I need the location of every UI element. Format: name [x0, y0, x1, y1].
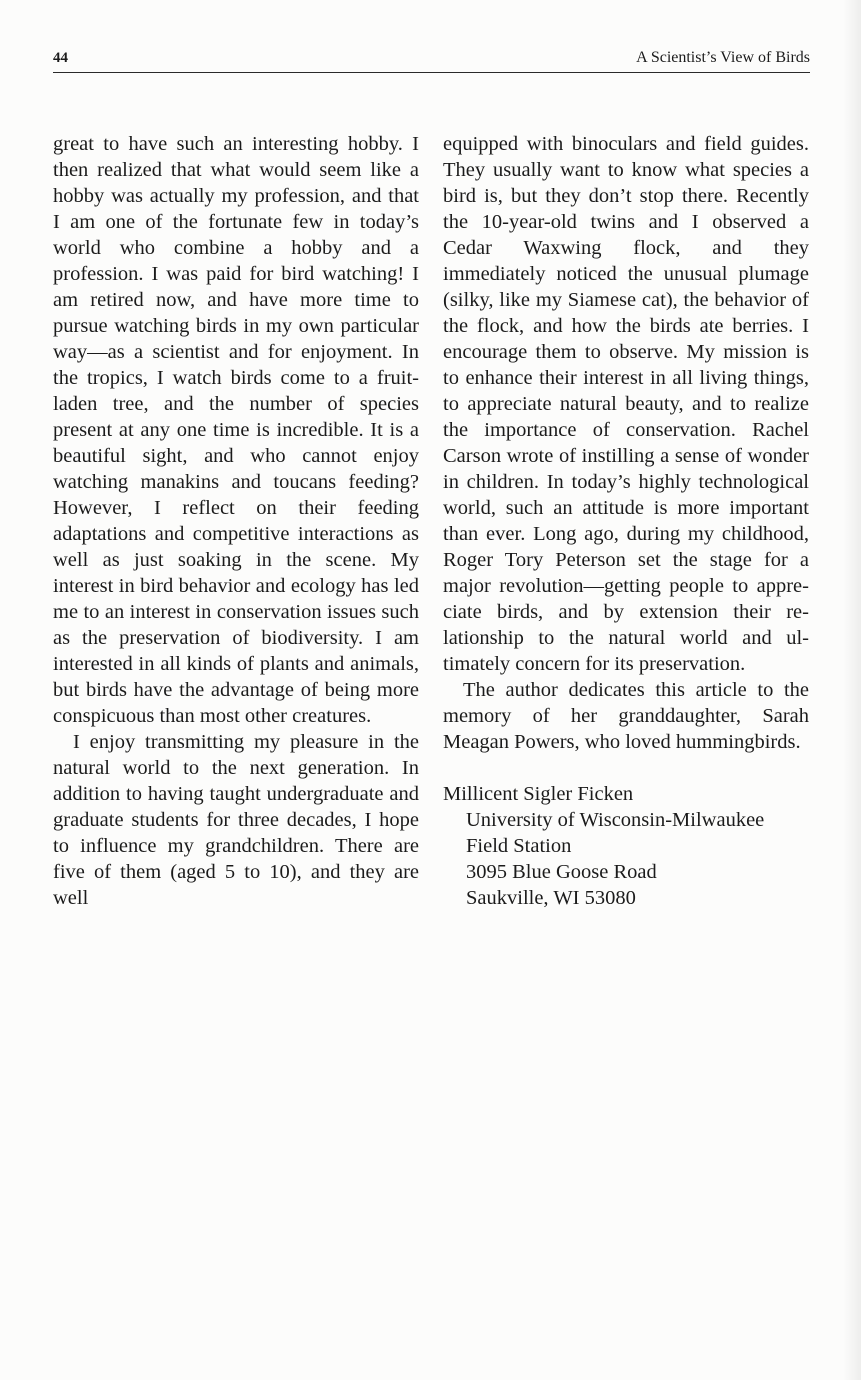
right-column	[443, 131, 809, 911]
right-paragraph-1: equipped with binoculars and field guides. They usually want to know what species a bird is, but they don’t stop there. Recently the 10-year-old twins and I observed a Cedar Waxwing flock, and they immediately noticed the unusual plumage (silky, like my Siamese cat), the behavior of the flock, and how the birds ate berries. I encourage them to observe. My mission is to enhance their interest in all living things, to appreciate natural beauty, and to realize the importance of conservation. Rachel Carson wrote of instilling a sense of wonder in children. In today’s highly technological world, such an attitude is more important than ever. Long ago, during my childhood, Roger Tory Peterson set the stage for a major revolution—getting people to appreciate birds, and by extension their relationship to the natural world and ultimately concern for its preservation.	[443, 133, 809, 675]
address-line-2: Field Station	[466, 835, 572, 857]
running-header	[53, 48, 810, 73]
left-paragraph-1: great to have such an interesting hobby. I then realized that what would seem like a hobby was actually my profession, and that I am one of the fortunate few in today’s world who combine a hobby and a profession. I was paid for bird watching! I am retired now, and have more time to pursue watching birds in my own particular way—as a scientist and for enjoyment. In the tropics, I watch birds come to a fruit-laden tree, and the number of species present at any one time is incredible. It is a beautiful sight, and who cannot enjoy watching manakins and toucans feeding? However, I reflect on their feeding adaptations and competitive interactions as well as just soaking in the scene. My interest in bird behavior and ecology has led me to an interest in conservation issues such as the preservation of biodiversity. I am interested in all kinds of plants and animals, but birds have the advantage of being more conspicuous than most other creatures.	[53, 133, 419, 727]
address-line-3: 3095 Blue Goose Road	[466, 861, 657, 883]
page-edge-shadow	[843, 0, 861, 1380]
left-paragraph-2: I enjoy transmitting my pleasure in the natural world to the next generation. In addition to having taught undergraduate and graduate students for three decades, I hope to influence my grandchildren. There are five of them (aged 5 to 10), and they are well	[53, 731, 419, 909]
page-number: 44	[53, 50, 68, 66]
left-column	[53, 131, 419, 911]
address-line-4: Saukville, WI 53080	[466, 887, 636, 909]
author-name: Millicent Sigler Ficken	[443, 783, 634, 805]
running-title: A Scientist’s View of Birds	[636, 49, 810, 66]
author-signature	[443, 781, 809, 911]
address-line-1: University of Wisconsin-Milwaukee	[466, 809, 765, 831]
right-paragraph-2: The author dedicates this article to the memory of her granddaughter, Sarah Meagan Powers, who loved hummingbirds.	[443, 679, 809, 753]
